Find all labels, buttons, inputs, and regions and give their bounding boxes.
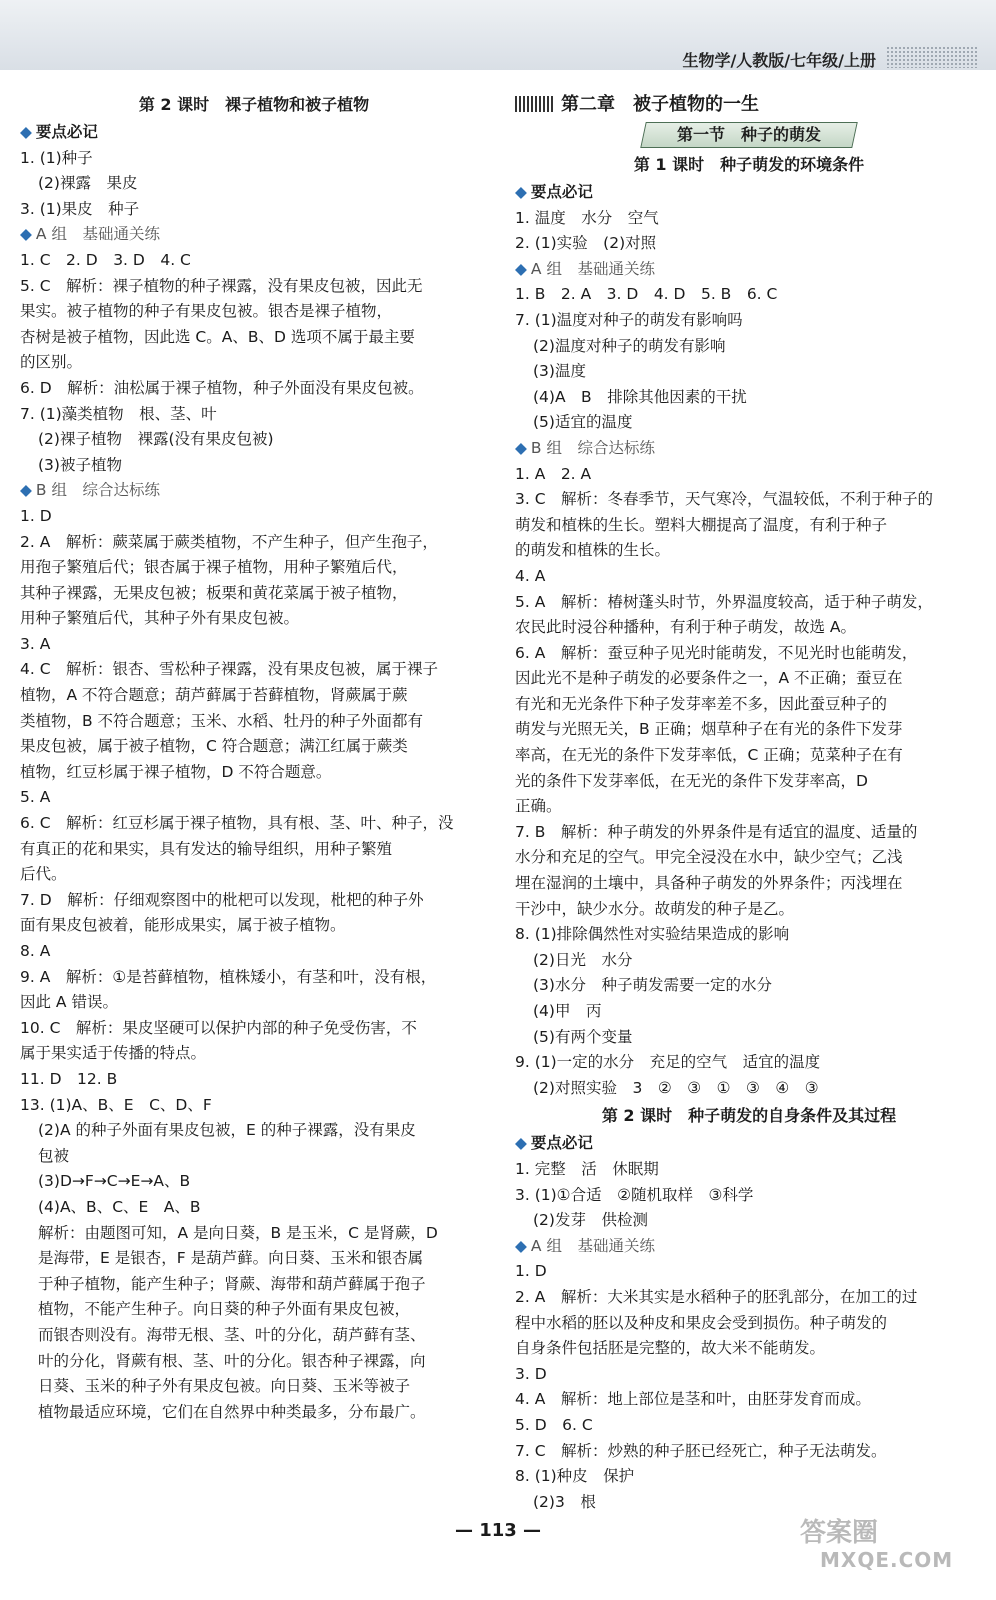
answer-line: (3)温度 bbox=[533, 362, 586, 381]
answer-line: 7. (1)藻类植物 根、茎、叶 bbox=[20, 404, 217, 423]
answer-line: 植物，红豆杉属于裸子植物，D 不符合题意。 bbox=[20, 762, 332, 781]
answer-line: 6. A 解析：蚕豆种子见光时能萌发，不见光时也能萌发， bbox=[515, 643, 918, 662]
answer-line: 1. C 2. D 3. D 4. C bbox=[20, 250, 191, 269]
group-heading: ◆ B 组 综合达标练 bbox=[515, 438, 655, 457]
answer-line: (5)有两个变量 bbox=[533, 1027, 633, 1046]
diamond-icon: ◆ bbox=[20, 481, 32, 500]
answer-line: 有真正的花和果实，具有发达的输导组织，用种子繁殖 bbox=[20, 839, 393, 858]
answer-line: (4)A、B、C、E A、B bbox=[38, 1197, 201, 1216]
diamond-icon: ◆ bbox=[515, 1236, 527, 1255]
section-heading: ◆ 要点必记 bbox=[20, 123, 98, 141]
answer-line: 3. A bbox=[20, 634, 51, 653]
answer-line: 5. C 解析：裸子植物的种子裸露，没有果皮包被，因此无 bbox=[20, 276, 423, 295]
answer-line: (3)被子植物 bbox=[38, 455, 122, 474]
answer-line: 属于果实适于传播的特点。 bbox=[20, 1044, 207, 1063]
answer-line: 6. C 解析：红豆杉属于裸子植物，具有根、茎、叶、种子，没 bbox=[20, 814, 454, 833]
section-heading: ◆ 要点必记 bbox=[515, 1134, 593, 1153]
answer-line: 5. A bbox=[20, 788, 51, 807]
answer-line: (2)裸露 果皮 bbox=[38, 174, 138, 193]
answer-line: 的萌发和植株的生长。 bbox=[515, 541, 671, 560]
answer-line: (4)A B 排除其他因素的干扰 bbox=[533, 387, 747, 406]
chapter-bars-icon bbox=[515, 96, 553, 112]
answer-line: 日葵、玉米的种子外有果皮包被。向日葵、玉米等被子 bbox=[38, 1377, 411, 1396]
group-heading: ◆ A 组 基础通关练 bbox=[515, 1236, 655, 1255]
answer-line: 叶的分化，肾蕨有根、茎、叶的分化。银杏种子裸露，向 bbox=[38, 1351, 426, 1370]
answer-line: (2)A 的种子外面有果皮包被，E 的种子裸露，没有果皮 bbox=[38, 1121, 416, 1140]
answer-line: 面有果皮包被着，能形成果实，属于被子植物。 bbox=[20, 916, 346, 935]
answer-line: 于种子植物，能产生种子；肾蕨、海带和葫芦藓属于孢子 bbox=[38, 1274, 426, 1293]
answer-line: 8. (1)种皮 保护 bbox=[515, 1467, 635, 1486]
answer-line: 杏树是被子植物，因此选 C。A、B、D 选项不属于最主要 bbox=[20, 327, 415, 346]
lesson-title: 第 1 课时 种子萌发的环境条件 bbox=[633, 155, 865, 174]
answer-line: 7. D 解析：仔细观察图中的枇杷可以发现，枇杷的种子外 bbox=[20, 890, 424, 909]
answer-line: 3. C 解析：冬春季节，天气寒冷，气温较低，不利于种子的 bbox=[515, 490, 934, 509]
answer-line: (4)甲 丙 bbox=[533, 1002, 602, 1020]
diamond-icon: ◆ bbox=[515, 438, 527, 457]
answer-line: 解析：由题图可知，A 是向日葵，B 是玉米，C 是肾蕨，D bbox=[38, 1223, 438, 1242]
answer-line: 农民此时浸谷种播种，有利于种子萌发，故选 A。 bbox=[515, 618, 857, 637]
answer-line: 1. 完整 活 休眠期 bbox=[515, 1159, 659, 1178]
answer-line: 9. A 解析：①是苔藓植物，植株矮小，有茎和叶，没有根， bbox=[20, 967, 437, 986]
watermark-logo: 答案圈 bbox=[800, 1518, 879, 1548]
answer-line: 用孢子繁殖后代；银杏属于裸子植物，用种子繁殖后代， bbox=[20, 558, 408, 577]
answer-line: 7. B 解析：种子萌发的外界条件是有适宜的温度、适量的 bbox=[515, 822, 918, 841]
lesson-title: 第 2 课时 种子萌发的自身条件及其过程 bbox=[601, 1106, 897, 1126]
answer-line: 是海带，E 是银杏，F 是葫芦藓。向日葵、玉米和银杏属 bbox=[38, 1249, 424, 1268]
diamond-icon: ◆ bbox=[515, 259, 527, 278]
group-heading: ◆ A 组 基础通关练 bbox=[515, 259, 655, 278]
answer-line: 13. (1)A、B、E C、D、F bbox=[20, 1095, 212, 1114]
answer-line: 7. C 解析：炒熟的种子胚已经死亡，种子无法萌发。 bbox=[515, 1441, 887, 1460]
answer-line: 1. A 2. A bbox=[515, 464, 592, 483]
diamond-icon: ◆ bbox=[20, 123, 32, 141]
answer-line: 植物，A 不符合题意；葫芦藓属于苔藓植物，肾蕨属于蕨 bbox=[20, 686, 408, 705]
answer-line: 其种子裸露，无果皮包被；板栗和黄花菜属于被子植物， bbox=[20, 583, 408, 602]
answer-line: 萌发和植株的生长。塑料大棚提高了温度，有利于种子 bbox=[515, 515, 888, 534]
answer-line: (2)温度对种子的萌发有影响 bbox=[533, 336, 726, 355]
answer-line: 11. D 12. B bbox=[20, 1069, 118, 1088]
page-number: — 113 — bbox=[454, 1520, 542, 1541]
answer-line: 果实。被子植物的种子有果皮包被。银杏是裸子植物， bbox=[20, 302, 393, 321]
answer-line: 率高，在无光的条件下发芽率低，C 正确；苋菜种子在有 bbox=[515, 746, 903, 765]
answer-line: 包被 bbox=[38, 1146, 70, 1165]
answer-line: 3. (1)果皮 种子 bbox=[20, 199, 140, 218]
right-column bbox=[515, 90, 983, 1515]
answer-line: 的区别。 bbox=[20, 353, 83, 372]
answer-line: 植物最适应环境，它们在自然界中种类最多，分布最广。 bbox=[38, 1402, 426, 1421]
answer-line: (2)发芽 供检测 bbox=[533, 1211, 648, 1230]
answer-line: 4. A 解析：地上部位是茎和叶，由胚芽发育而成。 bbox=[515, 1390, 871, 1409]
section-title-box bbox=[640, 122, 858, 148]
diamond-icon: ◆ bbox=[20, 225, 32, 244]
answer-line: (2)裸子植物 裸露(没有果皮包被) bbox=[38, 430, 274, 449]
answer-line: 4. C 解析：银杏、雪松种子裸露，没有果皮包被，属于裸子 bbox=[20, 660, 439, 679]
answer-line: 1. 温度 水分 空气 bbox=[515, 208, 659, 227]
answer-line: 果皮包被，属于被子植物，C 符合题意；满江红属于蕨类 bbox=[20, 737, 408, 756]
answer-line: 5. A 解析：椿树蓬头时节，外界温度较高，适于种子萌发， bbox=[515, 592, 933, 611]
answer-line: 2. A 解析：大米其实是水稻种子的胚乳部分，在加工的过 bbox=[515, 1287, 918, 1306]
left-column bbox=[20, 90, 488, 1425]
answer-line: 1. D bbox=[515, 1262, 547, 1281]
answer-line: 1. (1)种子 bbox=[20, 148, 93, 167]
group-heading: ◆ B 组 综合达标练 bbox=[20, 481, 160, 500]
answer-line: 光的条件下发芽率低，在无光的条件下发芽率高，D bbox=[515, 771, 868, 790]
diamond-icon: ◆ bbox=[515, 1134, 527, 1153]
answer-line: (2)对照实验 3 ② ③ ① ③ ④ ③ bbox=[533, 1078, 819, 1097]
group-heading: ◆ A 组 基础通关练 bbox=[20, 225, 160, 244]
answer-line: 1. D bbox=[20, 506, 52, 525]
header-dot-pattern bbox=[886, 46, 978, 68]
answer-line: (3)D→F→C→E→A、B bbox=[38, 1172, 191, 1191]
answer-line: 正确。 bbox=[515, 797, 562, 816]
answer-line: 而银杏则没有。海带无根、茎、叶的分化，葫芦藓有茎、 bbox=[38, 1325, 426, 1344]
answer-line: 用种子繁殖后代，其种子外有果皮包被。 bbox=[20, 609, 300, 628]
answer-line: 因此 A 错误。 bbox=[20, 993, 118, 1012]
answer-line: (2)日光 水分 bbox=[533, 950, 633, 969]
answer-line: 10. C 解析：果皮坚硬可以保护内部的种子免受伤害，不 bbox=[20, 1018, 417, 1037]
answer-line: 干沙中，缺少水分。故萌发的种子是乙。 bbox=[515, 899, 795, 918]
answer-line: 1. B 2. A 3. D 4. D 5. B 6. C bbox=[515, 285, 778, 304]
answer-line: 类植物，B 不符合题意；玉米、水稻、牡丹的种子外面都有 bbox=[20, 711, 424, 730]
answer-line: 因此光不是种子萌发的必要条件之一，A 不正确；蚕豆在 bbox=[515, 669, 903, 688]
answer-line: 8. (1)排除偶然性对实验结果造成的影响 bbox=[515, 925, 790, 944]
answer-line: 8. A bbox=[20, 942, 51, 960]
answer-line: 萌发与光照无关，B 正确；烟草种子在有光的条件下发芽 bbox=[515, 720, 903, 739]
answer-line: 后代。 bbox=[20, 865, 67, 884]
watermark-url: MXQE.COM bbox=[820, 1548, 954, 1572]
answer-line: 自身条件包括胚是完整的，故大米不能萌发。 bbox=[515, 1339, 826, 1358]
chapter-title: 第二章 被子植物的一生 bbox=[515, 90, 983, 120]
answer-line: 6. D 解析：油松属于裸子植物，种子外面没有果皮包被。 bbox=[20, 378, 424, 397]
answer-line: 3. (1)①合适 ②随机取样 ③科学 bbox=[515, 1185, 754, 1204]
answer-line: 水分和充足的空气。甲完全浸没在水中，缺少空气；乙浅 bbox=[515, 848, 903, 867]
diamond-icon: ◆ bbox=[515, 183, 527, 201]
answer-line: (5)适宜的温度 bbox=[533, 413, 633, 432]
lesson-title: 第 2 课时 裸子植物和被子植物 bbox=[138, 95, 370, 114]
answer-line: 埋在湿润的土壤中，具备种子萌发的外界条件；丙浅埋在 bbox=[515, 874, 903, 893]
answer-line: 9. (1)一定的水分 充足的空气 适宜的温度 bbox=[515, 1053, 821, 1072]
answer-line: 5. D 6. C bbox=[515, 1415, 593, 1434]
answer-line: 2. A 解析：蕨菜属于蕨类植物，不产生种子，但产生孢子， bbox=[20, 532, 438, 551]
answer-line: 植物，不能产生种子。向日葵的种子外面有果皮包被， bbox=[38, 1300, 411, 1319]
answer-line: 3. D bbox=[515, 1364, 547, 1383]
answer-line: 有光和无光条件下种子发芽率差不多，因此蚕豆种子的 bbox=[515, 694, 888, 713]
book-title: 生物学/人教版/七年级/上册 bbox=[682, 51, 876, 70]
answer-line: 4. A bbox=[515, 566, 546, 585]
answer-line: 2. (1)实验 (2)对照 bbox=[515, 234, 657, 253]
answer-line: 程中水稻的胚以及种皮和果皮会受到损伤。种子萌发的 bbox=[515, 1313, 888, 1332]
answer-line: (2)3 根 bbox=[533, 1492, 596, 1511]
section-title-text: 第一节 种子的萌发 bbox=[676, 125, 821, 144]
section-heading: ◆ 要点必记 bbox=[515, 183, 593, 201]
answer-line: (3)水分 种子萌发需要一定的水分 bbox=[533, 976, 772, 995]
answer-line: 7. (1)温度对种子的萌发有影响吗 bbox=[515, 310, 743, 329]
page-header-bar bbox=[0, 0, 996, 70]
